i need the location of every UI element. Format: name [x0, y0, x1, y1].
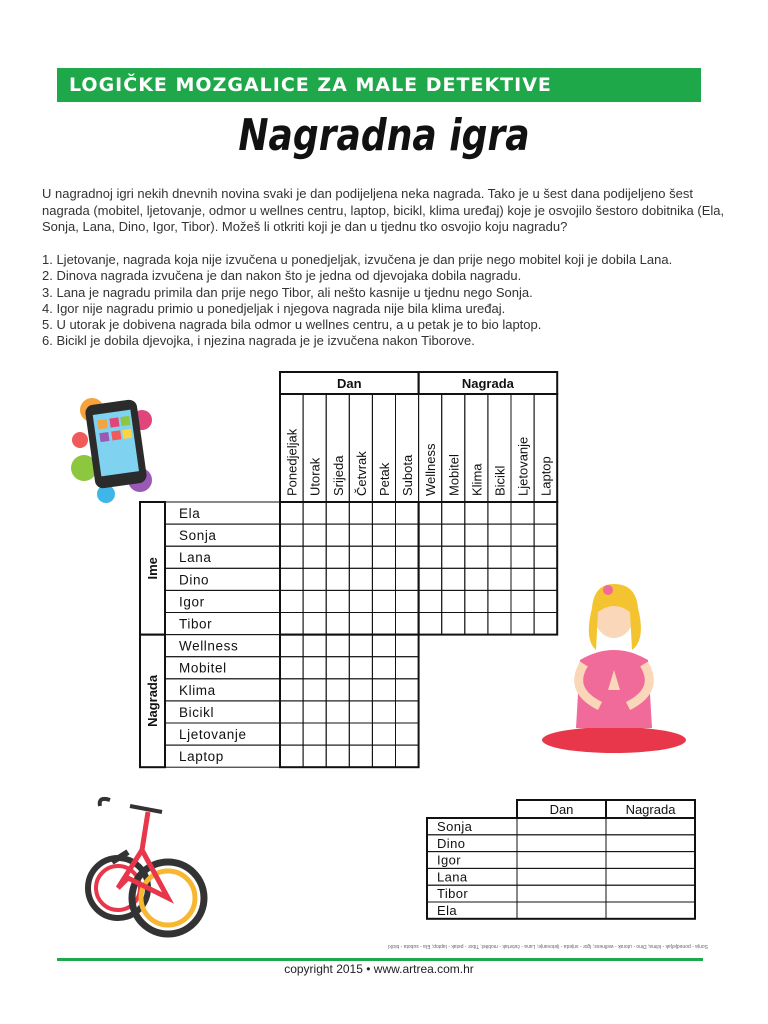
grid-cell	[280, 613, 303, 635]
grid-cell	[419, 590, 442, 612]
grid-cell	[419, 546, 442, 568]
grid-cell	[511, 546, 534, 568]
grid-cell	[372, 568, 395, 590]
answer-header-nagrada: Nagrada	[625, 802, 676, 817]
grid-cell	[303, 502, 326, 524]
grid-cell	[534, 524, 557, 546]
grid-cell	[280, 723, 303, 745]
grid-cell	[442, 502, 465, 524]
page-title: Nagradna igra	[238, 110, 530, 161]
grid-cell	[280, 745, 303, 767]
column-label: Klima	[469, 463, 485, 496]
answer-nagrada-cell	[606, 852, 695, 869]
grid-cell	[534, 502, 557, 524]
grid-cell	[511, 590, 534, 612]
side-title-nagrada: Nagrada	[145, 674, 160, 727]
grid-cell	[442, 590, 465, 612]
grid-cell	[396, 635, 419, 657]
grid-cell	[303, 657, 326, 679]
grid-cell	[372, 502, 395, 524]
grid-cell	[372, 613, 395, 635]
grid-cell	[372, 723, 395, 745]
grid-cell	[511, 524, 534, 546]
row-label: Laptop	[179, 749, 224, 765]
grid-cell	[303, 723, 326, 745]
grid-cell	[349, 502, 372, 524]
answer-nagrada-cell	[606, 885, 695, 902]
grid-cell	[442, 568, 465, 590]
column-label: Laptop	[538, 456, 554, 496]
grid-cell	[419, 524, 442, 546]
grid-cell	[465, 613, 488, 635]
grid-cell	[372, 546, 395, 568]
grid-cell	[465, 502, 488, 524]
group-title-dan: Dan	[337, 376, 362, 391]
grid-cell	[511, 502, 534, 524]
answer-name: Dino	[437, 835, 466, 851]
row-label: Lana	[179, 550, 212, 566]
grid-cell	[303, 590, 326, 612]
grid-cell	[326, 613, 349, 635]
answer-nagrada-cell	[606, 835, 695, 852]
grid-cell	[488, 590, 511, 612]
mirrored-solution: Sonja - ponedjeljak - klima; Dino - utorak - wellness; Igor - srijeda - ljetovanje; Lana - četvrtak - mobitel; Tibor - petak - laptop; Ela - subota - bicikl	[388, 943, 708, 949]
grid-cell	[280, 502, 303, 524]
grid-cell	[349, 723, 372, 745]
column-label: Wellness	[423, 443, 439, 496]
grid-cell	[488, 502, 511, 524]
grid-cell	[303, 546, 326, 568]
grid-cell	[488, 613, 511, 635]
grid-cell	[465, 590, 488, 612]
grid-cell	[349, 524, 372, 546]
clue-item: 2. Dinova nagrada izvučena je dan nakon što je jedna od djevojaka dobila nagradu.	[42, 268, 522, 284]
column-label: Ponedjeljak	[284, 428, 300, 496]
grid-cell	[396, 657, 419, 679]
answer-nagrada-cell	[606, 902, 695, 919]
grid-cell	[488, 568, 511, 590]
column-label: Utorak	[307, 457, 323, 496]
grid-cell	[303, 745, 326, 767]
grid-cell	[326, 568, 349, 590]
row-label: Ela	[179, 506, 201, 521]
answer-table	[427, 800, 695, 919]
grid-cell	[280, 546, 303, 568]
grid-cell	[349, 546, 372, 568]
row-label: Dino	[179, 572, 210, 588]
grid-cell	[534, 568, 557, 590]
grid-cell	[349, 745, 372, 767]
row-label: Tibor	[179, 616, 213, 632]
answer-dan-cell	[517, 818, 606, 835]
row-label: Ljetovanje	[179, 727, 247, 742]
grid-cell	[280, 635, 303, 657]
row-label: Sonja	[179, 528, 217, 544]
side-title-ime: Ime	[145, 557, 160, 580]
grid-cell	[372, 657, 395, 679]
grid-cell	[280, 590, 303, 612]
grid-cell	[326, 657, 349, 679]
grid-cell	[442, 613, 465, 635]
grid-cell	[465, 568, 488, 590]
grid-cell	[326, 723, 349, 745]
grid-cell	[396, 679, 419, 701]
row-label: Mobitel	[179, 660, 227, 676]
grid-cell	[372, 524, 395, 546]
answer-dan-cell	[517, 902, 606, 919]
answer-dan-cell	[517, 835, 606, 852]
grid-cell	[280, 679, 303, 701]
grid-cell	[372, 635, 395, 657]
grid-cell	[303, 568, 326, 590]
grid-cell	[326, 679, 349, 701]
grid-cell	[303, 635, 326, 657]
grid-cell	[326, 524, 349, 546]
answer-dan-cell	[517, 885, 606, 902]
column-label: Bicikl	[492, 465, 508, 496]
grid-cell	[326, 590, 349, 612]
grid-cell	[396, 590, 419, 612]
grid-cell	[419, 568, 442, 590]
grid-cell	[465, 524, 488, 546]
grid-cell	[326, 502, 349, 524]
header-banner: LOGIČKE MOZGALICE ZA MALE DETEKTIVE	[57, 68, 701, 102]
row-label: Igor	[179, 594, 205, 610]
grid-cell	[280, 568, 303, 590]
grid-cell	[303, 679, 326, 701]
clue-item: 1. Ljetovanje, nagrada koja nije izvučena u ponedjeljak, izvučena je dan prije nego mobitel koji je dobila Lana.	[42, 252, 673, 267]
logic-grid	[140, 372, 557, 767]
answer-name: Sonja	[437, 819, 473, 834]
clue-item: 5. U utorak je dobivena nagrada bila odmor u wellnes centru, a u petak je to bio laptop.	[42, 317, 542, 333]
column-label: Subota	[400, 454, 416, 496]
grid-cell	[280, 657, 303, 679]
grid-cell	[396, 502, 419, 524]
grid-cell	[534, 546, 557, 568]
grid-cell	[419, 502, 442, 524]
clue-item: 6. Bicikl je dobila djevojka, i njezina nagrada je je izvučena nakon Tiborove.	[42, 333, 475, 349]
grid-cell	[396, 701, 419, 723]
grid-cell	[303, 524, 326, 546]
grid-cell	[396, 613, 419, 635]
grid-cell	[396, 723, 419, 745]
row-label: Klima	[179, 682, 216, 698]
clue-item: 4. Igor nije nagradu primio u ponedjeljak i njegova nagrada nije bila klima uređaj.	[42, 300, 506, 316]
footer-divider	[57, 958, 703, 961]
grid-cell	[280, 524, 303, 546]
grid-cell	[396, 524, 419, 546]
grid-cell	[396, 568, 419, 590]
grid-cell	[488, 546, 511, 568]
grid-cell	[372, 701, 395, 723]
grid-cell	[396, 546, 419, 568]
column-label: Ljetovanje	[515, 436, 531, 496]
grid-cell	[349, 657, 372, 679]
grid-cell	[349, 568, 372, 590]
row-label: Bicikl	[179, 704, 215, 720]
group-title-nagrada: Nagrada	[461, 376, 514, 391]
grid-cell	[511, 613, 534, 635]
grid-cell	[349, 701, 372, 723]
grid-cell	[326, 546, 349, 568]
answer-nagrada-cell	[606, 818, 695, 835]
grid-cell	[349, 635, 372, 657]
answer-name: Lana	[437, 869, 468, 885]
grid-cell	[349, 590, 372, 612]
answer-nagrada-cell	[606, 868, 695, 885]
clue-item: 3. Lana je nagradu primila dan prije nego Tibor, ali nešto kasnije u tjednu nego Sonja.	[42, 284, 533, 300]
grid-cell	[511, 568, 534, 590]
grid-cell	[534, 613, 557, 635]
copyright-text: copyright 2015 • www.artrea.com.hr	[284, 962, 474, 976]
grid-cell	[326, 701, 349, 723]
column-label: Mobitel	[446, 454, 462, 496]
grid-cell	[419, 613, 442, 635]
grid-cell	[534, 590, 557, 612]
grid-cell	[442, 546, 465, 568]
answer-dan-cell	[517, 852, 606, 869]
grid-cell	[349, 679, 372, 701]
yoga-girl-illustration	[542, 584, 686, 753]
grid-cell	[326, 635, 349, 657]
answer-name: Igor	[437, 852, 462, 868]
row-label: Wellness	[179, 638, 239, 654]
answer-name: Ela	[437, 903, 457, 918]
grid-cell	[372, 745, 395, 767]
grid-cell	[396, 745, 419, 767]
smartphone-illustration	[71, 398, 152, 503]
grid-cell	[326, 745, 349, 767]
answer-header-dan: Dan	[549, 802, 574, 817]
intro-paragraph: U nagradnoj igri nekih dnevnih novina svaki je dan podijeljena neka nagrada. Tako je u šest dana podijeljeno šest nagrada (mobitel, ljetovanje, odmor u wellnes centru, laptop, bicikl, klima uređaj) koje je osvojilo šestoro dobitnika (Ela, Sonja, Lana, Dino, Igor, Tibor). Možeš li otkriti koji je dan u tjednu tko osvojio koju nagradu?	[42, 186, 725, 234]
grid-cell	[280, 701, 303, 723]
grid-cell	[372, 679, 395, 701]
answer-dan-cell	[517, 868, 606, 885]
grid-cell	[349, 613, 372, 635]
grid-cell	[488, 524, 511, 546]
grid-cell	[303, 613, 326, 635]
answer-name: Tibor	[437, 886, 469, 902]
grid-cell	[303, 701, 326, 723]
bicycle-illustration	[88, 799, 204, 934]
grid-cell	[465, 546, 488, 568]
column-label: Petak	[376, 462, 392, 496]
column-label: Četvrak	[353, 451, 369, 496]
grid-cell	[442, 524, 465, 546]
grid-cell	[372, 590, 395, 612]
column-label: Srijeda	[330, 455, 346, 496]
